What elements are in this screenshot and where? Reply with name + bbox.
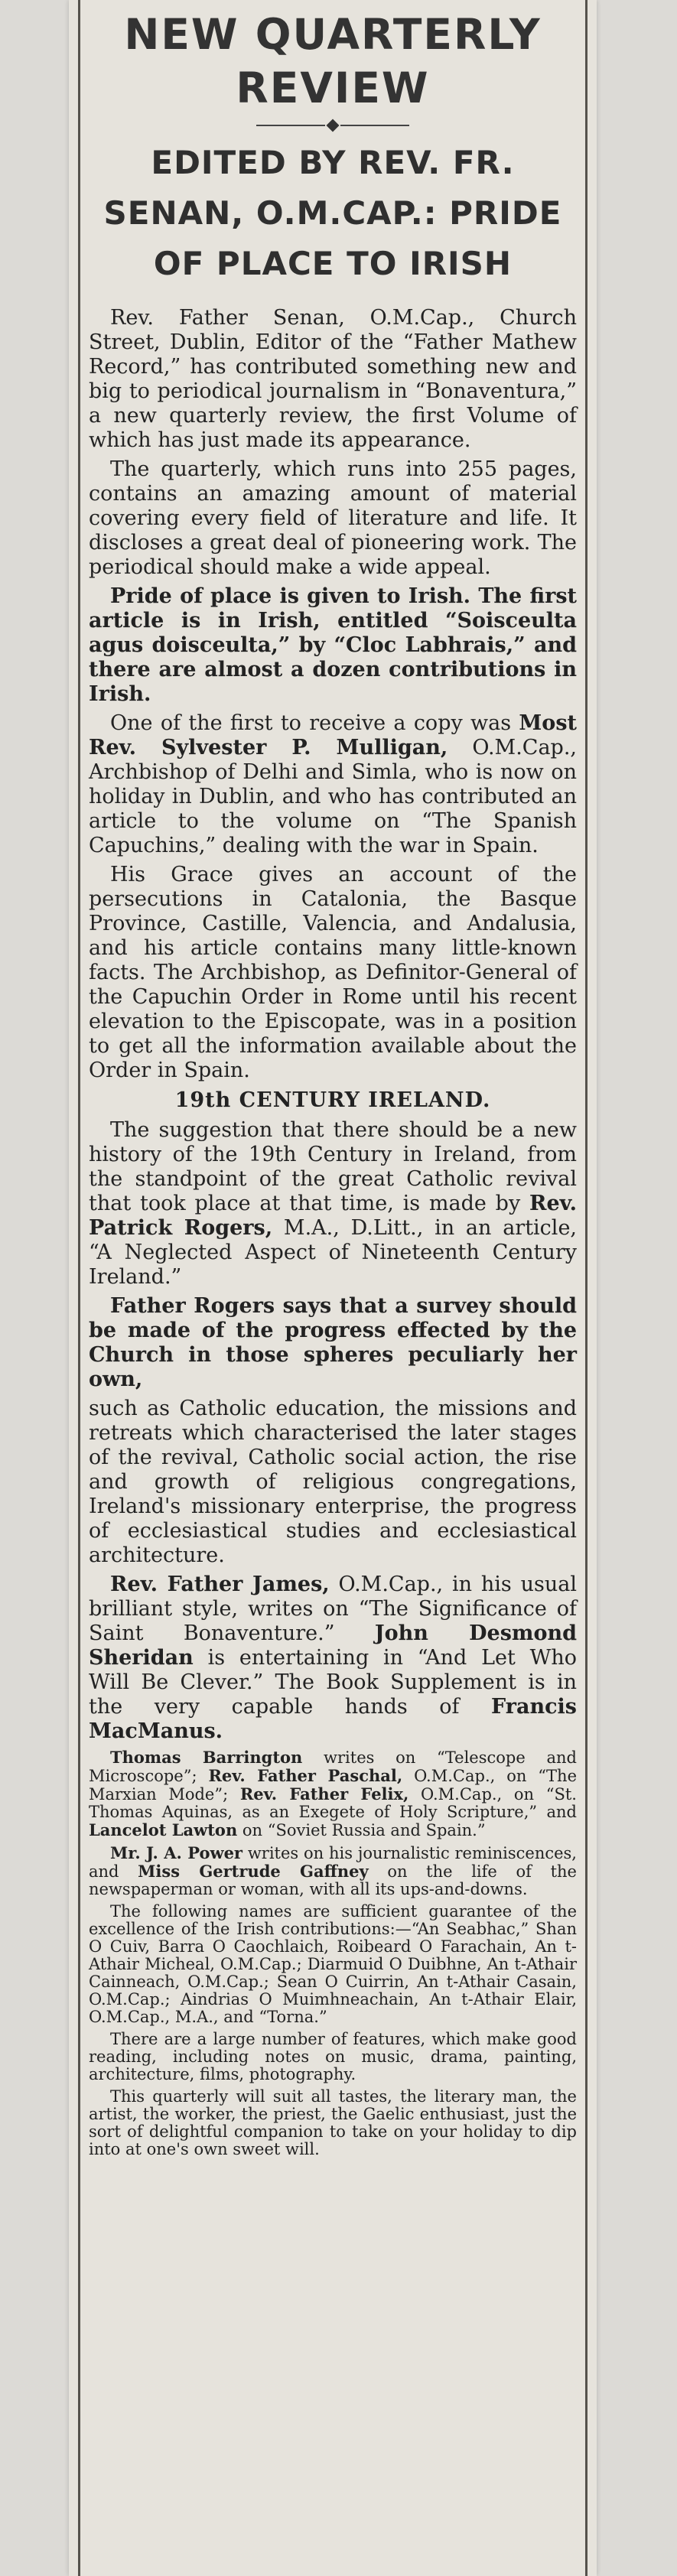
name-rogers: Rev. Patrick Rogers, bbox=[89, 1192, 577, 1240]
paragraph-13: There are a large number of features, which make good reading, including notes on music, drama, painting, architecture, films, photography. bbox=[89, 2030, 577, 2083]
paragraph-7-lead: Father Rogers says that a survey should be made of the progress effected by the Church in those spheres peculiarly her own, bbox=[89, 1294, 577, 1391]
paragraph-3-lead: Pride of place is given to Irish. The first article is in Irish, entitled “Soisceulta agus doisceulta,” by “Cloc Labhrais,” and there are almost a dozen contributions in Irish. bbox=[89, 584, 577, 706]
name-mulligan: Most Rev. Sylvester P. Mulligan, bbox=[89, 711, 577, 759]
column-rule-left bbox=[78, 0, 80, 2576]
paragraph-6: The suggestion that there should be a new history of the 19th Century in Ireland, from the standpoint of the great Catholic revival that took place at that time, is made by Rev. Patrick Rogers, M.A., D.Litt., in an article, “A Neglected Aspect of Nineteenth Century Ireland.” bbox=[89, 1118, 577, 1289]
article-column bbox=[89, 8, 577, 2163]
paragraph-9: Rev. Father James, O.M.Cap., in his usual brilliant style, writes on “The Significance of Saint Bonaventure.” John Desmond Sheridan is entertaining in “And Let Who Will Be Clever.” The Book Supplement is in the very capable hands of Francis MacManus. bbox=[89, 1573, 577, 1743]
headline-ornament bbox=[89, 121, 577, 130]
paragraph-12: The following names are sufficient guarantee of the excellence of the Irish contributions:—“An Seabhac,” Shan O Cuiv, Barra O Caochlaich, Roibeard O Farachain, An t-Athair Micheal, O.M.Cap.; Diarmuid O Duibhne, An t-Athair Cainneach, O.M.Cap.; Sean O Cuirrin, An t-Athair Casain, O.M.Cap.; Aindrias O Muimhneachain, An t-Athair Elair, O.M.Cap., M.A., and “Torna.” bbox=[89, 1902, 577, 2026]
paragraph-14: This quarterly will suit all tastes, the literary man, the artist, the worker, the priest, the Gaelic enthusiast, just the sort of delightful companion to take on your holiday to dip into at one's own sweet will. bbox=[89, 2087, 577, 2158]
paragraph-2: The quarterly, which runs into 255 pages, contains an amazing amount of material covering every field of literature and life. It discloses a great deal of pioneering work. The periodical should make a wide appeal. bbox=[89, 457, 577, 579]
paragraph-5: His Grace gives an account of the persecutions in Catalonia, the Basque Province, Castille, Valencia, and Andalusia, and his article contains many little-known facts. The Archbishop, as Definitor-General of the Capuchin Order in Rome until his recent elevation to the Episcopate, was in a position to get all the information available about the Order in Spain. bbox=[89, 863, 577, 1082]
column-rule-right bbox=[585, 0, 587, 2576]
paragraph-8: such as Catholic education, the missions and retreats which characterised the later stages of the revival, Catholic social action, the rise and growth of religious congregations, Ireland's missionary enterprise, the progress of ecclesiastical studies and ecclesiastical architecture. bbox=[89, 1397, 577, 1567]
paragraph-10: Thomas Barrington writes on “Telescope and Microscope”; Rev. Father Paschal, O.M.Cap., on “The Marxian Mode”; Rev. Father Felix, O.M.Cap., on “St. Thomas Aquinas, as an Exegete of Holy Scripture,” and Lancelot Lawton on “Soviet Russia and Spain.” bbox=[89, 1748, 578, 1839]
newspaper-clipping bbox=[69, 0, 597, 2576]
headline-title: NEW QUARTERLY REVIEW bbox=[124, 10, 542, 112]
paragraph-4: One of the first to receive a copy was Most Rev. Sylvester P. Mulligan, O.M.Cap., Archbishop of Delhi and Simla, who is now on holiday in Dublin, and who has contributed an article to the volume on “The Spanish Capuchins,” dealing with the war in Spain. bbox=[89, 711, 577, 857]
headline-subtitle: EDITED BY REV. FR. SENAN, O.M.CAP.: PRIDE OF PLACE TO IRISH bbox=[103, 144, 562, 282]
paragraph-1: Rev. Father Senan, O.M.Cap., Church Street, Dublin, Editor of the “Father Mathew Record,” has contributed something new and big to periodical journalism in “Bonaventura,” a new quarterly review, the first Volume of which has just made its appearance. bbox=[89, 306, 577, 452]
paragraph-11: Mr. J. A. Power writes on his journalistic reminiscences, and Miss Gertrude Gaffney on the life of the newspaperman or woman, with all its ups-and-downs. bbox=[89, 1843, 577, 1898]
subheading-19th-century: 19th CENTURY IRELAND. bbox=[174, 1088, 491, 1112]
